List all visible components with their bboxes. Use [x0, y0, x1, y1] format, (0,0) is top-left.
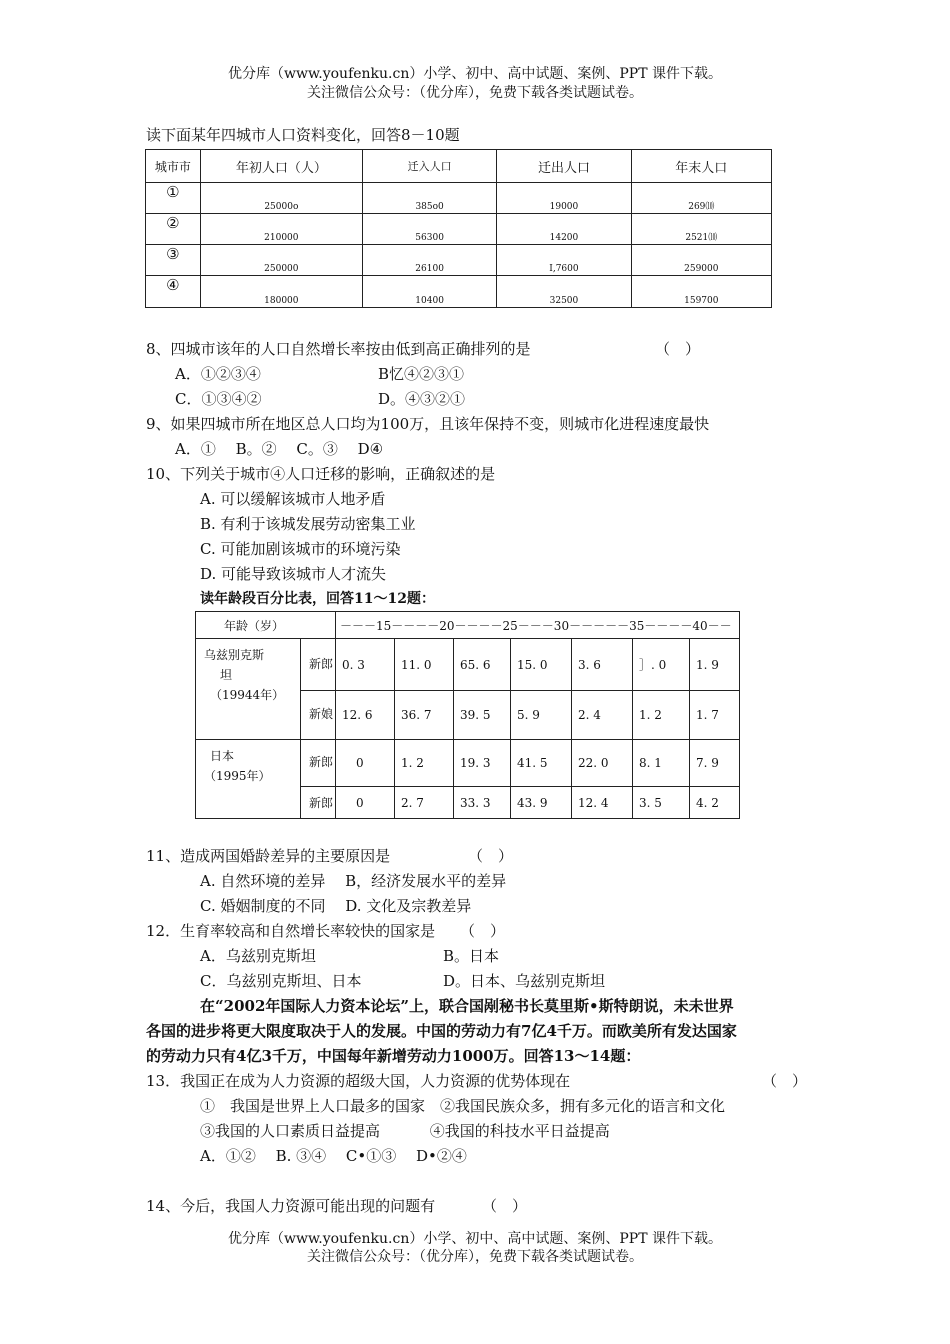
- q13-stem: 13．我国正在成为人力资源的超级大国，人力资源的优势体现在: [146, 1072, 571, 1090]
- intro-q8-10: 读下面某年四城市人口资料变化，回答8－10题: [146, 126, 460, 144]
- cell-end: 2521⑽: [631, 214, 771, 245]
- q12-option-a: A．乌兹别克斯坦: [200, 947, 316, 965]
- table-header-row: [196, 612, 740, 639]
- cell-value: 15. 0: [511, 639, 572, 691]
- cell-value: 0. 3: [336, 639, 395, 691]
- cell-value: 1. 7: [690, 691, 740, 740]
- col-header-out: 迁出人口: [497, 150, 631, 183]
- table-header-row: [146, 150, 772, 183]
- cell-value: 3. 5: [633, 787, 690, 819]
- q10-stem: 10、下列关于城市④人口迁移的影响，正确叙述的是: [146, 465, 496, 483]
- q8-option-a: A．①②③④: [175, 365, 261, 383]
- q8-stem: 8、四城市该年的人口自然增长率按由低到高正确排列的是: [146, 340, 531, 358]
- cell-value: 33. 3: [454, 787, 511, 819]
- cell-value: 2. 4: [572, 691, 633, 740]
- gender-groom: [301, 740, 336, 787]
- q11-options-ab: A. 自然环境的差异 B，经济发展水平的差异: [200, 872, 507, 890]
- cell-value: 43. 9: [511, 787, 572, 819]
- age-label: 年龄（岁）: [196, 612, 336, 639]
- footer-line-2: 关注微信公众号：（优分库），免费下载各类试题试卷。: [307, 1249, 643, 1265]
- q11-options-cd: C. 婚姻制度的不同 D. 文化及宗教差异: [200, 897, 472, 915]
- q13-statement-line-2: ③我国的人口素质日益提高 ④我国的科技水平日益提高: [200, 1122, 610, 1140]
- cell-value: 65. 6: [454, 639, 511, 691]
- groom-label: 新郎: [309, 755, 334, 769]
- q12-stem: 12．生育率较高和自然增长率较快的国家是: [146, 922, 436, 940]
- footer-line-1: 优分库（www.youfenku.cn）小学、初中、高中试题、案例、PPT 课件下载。: [227, 1231, 722, 1247]
- cell-value: 22. 0: [572, 740, 633, 787]
- cell-in: 10400: [362, 276, 496, 308]
- cell-value: 2. 7: [395, 787, 454, 819]
- col-header-in: 迁入人口: [362, 150, 496, 183]
- japan-year: （1995年）: [204, 769, 271, 783]
- cell-out: 32500: [497, 276, 631, 308]
- bride-label: 新娘: [309, 707, 334, 721]
- cell-out: 14200: [497, 214, 631, 245]
- city-id: ③: [146, 245, 201, 276]
- cell-out: I,7600: [497, 245, 631, 276]
- cell-value: 8. 1: [633, 740, 690, 787]
- q13-statement-line-1: ① 我国是世界上人口最多的国家 ②我国民族众多，拥有多元化的语言和文化: [200, 1097, 726, 1115]
- city-id: ④: [146, 276, 201, 308]
- table-row: [146, 183, 772, 214]
- cell-value: 5. 9: [511, 691, 572, 740]
- q12-option-c: C．乌兹别克斯坦、日本: [200, 972, 362, 990]
- groom-label: 新郎: [309, 656, 334, 671]
- cell-end: 259000: [631, 245, 771, 276]
- marriage-age-table: [195, 611, 740, 819]
- gender-bride: [301, 787, 336, 819]
- country-uzbekistan: [196, 639, 301, 740]
- col-header-start: 年初人口（人）: [200, 150, 362, 183]
- q8-option-b: B忆④②③①: [378, 365, 465, 383]
- cell-value: 3. 6: [572, 639, 633, 691]
- q10-option-c: C. 可能加剧该城市的环境污染: [200, 540, 401, 558]
- q8-answer-paren: （ ）: [655, 340, 701, 358]
- bride-label: 新郎: [309, 795, 334, 810]
- cell-value: 1. 2: [633, 691, 690, 740]
- country-japan: [196, 740, 301, 819]
- table-row: [146, 276, 772, 308]
- uzbek-name-line2: 坦: [220, 668, 233, 682]
- q12-answer-paren: （ ）: [460, 922, 506, 940]
- q10-option-a: A. 可以缓解该城市人地矛盾: [200, 490, 386, 508]
- passage-line-3: 的劳动力只有4亿3千万，中国每年新增劳动力1000万。回答13～14题：: [146, 1047, 641, 1065]
- passage-line-2: 各国的进步将更大限度取决于人的发展。中国的劳动力有7亿4千万。而欧美所有发达国家: [146, 1022, 737, 1040]
- q12-option-d: D。日本、乌兹别克斯坦: [443, 972, 606, 990]
- q13-answer-paren: （ ）: [762, 1072, 808, 1090]
- cell-value: ］. 0: [633, 639, 690, 691]
- cell-value: 39. 5: [454, 691, 511, 740]
- cell-value: 0: [336, 740, 395, 787]
- q13-options: A．①② B. ③④ C•①③ D•②④: [200, 1147, 467, 1165]
- cell-value: 36. 7: [395, 691, 454, 740]
- cell-value: 12. 6: [336, 691, 395, 740]
- city-id: ①: [146, 183, 201, 214]
- q11-stem: 11、造成两国婚龄差异的主要原因是: [146, 847, 391, 865]
- cell-start: 250000: [200, 245, 362, 276]
- q10-option-b: B. 有利于该城发展劳动密集工业: [200, 515, 416, 533]
- cell-start: 180000: [200, 276, 362, 308]
- cell-value: 4. 2: [690, 787, 740, 819]
- header-line-1: 优分库（www.youfenku.cn）小学、初中、高中试题、案例、PPT 课件下载。: [227, 66, 722, 82]
- q9-stem: 9、如果四城市所在地区总人口均为100万，且该年保持不变，则城市化进程速度最快: [146, 415, 710, 433]
- table-row: [196, 740, 740, 787]
- gender-groom: [301, 639, 336, 691]
- city-population-table: [145, 149, 772, 308]
- q12-option-b: B。日本: [443, 947, 500, 965]
- gender-bride: [301, 691, 336, 740]
- q14-stem: 14、今后，我国人力资源可能出现的问题有: [146, 1197, 436, 1215]
- age-scale: －－－15－－－－20－－－－25－－－30－－－－－35－－－－40－－: [336, 612, 740, 639]
- cell-end: 269⑽: [631, 183, 771, 214]
- col-header-city: 城市市: [146, 150, 201, 183]
- table-row: [146, 245, 772, 276]
- cell-end: 159700: [631, 276, 771, 308]
- japan-name: 日本: [210, 749, 235, 763]
- city-id: ②: [146, 214, 201, 245]
- uzbek-name-line1: 乌兹别克斯: [204, 648, 265, 662]
- cell-value: 19. 3: [454, 740, 511, 787]
- header-line-2: 关注微信公众号：（优分库），免费下载各类试题试卷。: [307, 85, 643, 101]
- q14-answer-paren: （ ）: [482, 1197, 528, 1215]
- table-row: [196, 639, 740, 691]
- cell-in: 385o0: [362, 183, 496, 214]
- cell-start: 210000: [200, 214, 362, 245]
- q8-option-c: C．①③④②: [175, 390, 262, 408]
- col-header-end: 年末人口: [631, 150, 771, 183]
- cell-start: 25000o: [200, 183, 362, 214]
- cell-value: 0: [336, 787, 395, 819]
- q10-option-d: D. 可能导致该城市人才流失: [200, 565, 387, 583]
- cell-out: 19000: [497, 183, 631, 214]
- cell-in: 26100: [362, 245, 496, 276]
- cell-in: 56300: [362, 214, 496, 245]
- passage-line-1: 在“2002年国际人力资本论坛”上，联合国剐秘书长莫里斯•斯特朗说，未未世界: [200, 997, 734, 1015]
- cell-value: 11. 0: [395, 639, 454, 691]
- q9-options: A．① B。② C。③ D④: [175, 440, 384, 458]
- q8-option-d: D。④③②①: [378, 390, 466, 408]
- intro-q11-12: 读年龄段百分比表，回答11～12题：: [200, 591, 435, 607]
- cell-value: 7. 9: [690, 740, 740, 787]
- uzbek-year: （19944年）: [210, 688, 285, 702]
- cell-value: 12. 4: [572, 787, 633, 819]
- table-row: [146, 214, 772, 245]
- q11-answer-paren: （ ）: [468, 847, 514, 865]
- cell-value: 41. 5: [511, 740, 572, 787]
- cell-value: 1. 2: [395, 740, 454, 787]
- cell-value: 1. 9: [690, 639, 740, 691]
